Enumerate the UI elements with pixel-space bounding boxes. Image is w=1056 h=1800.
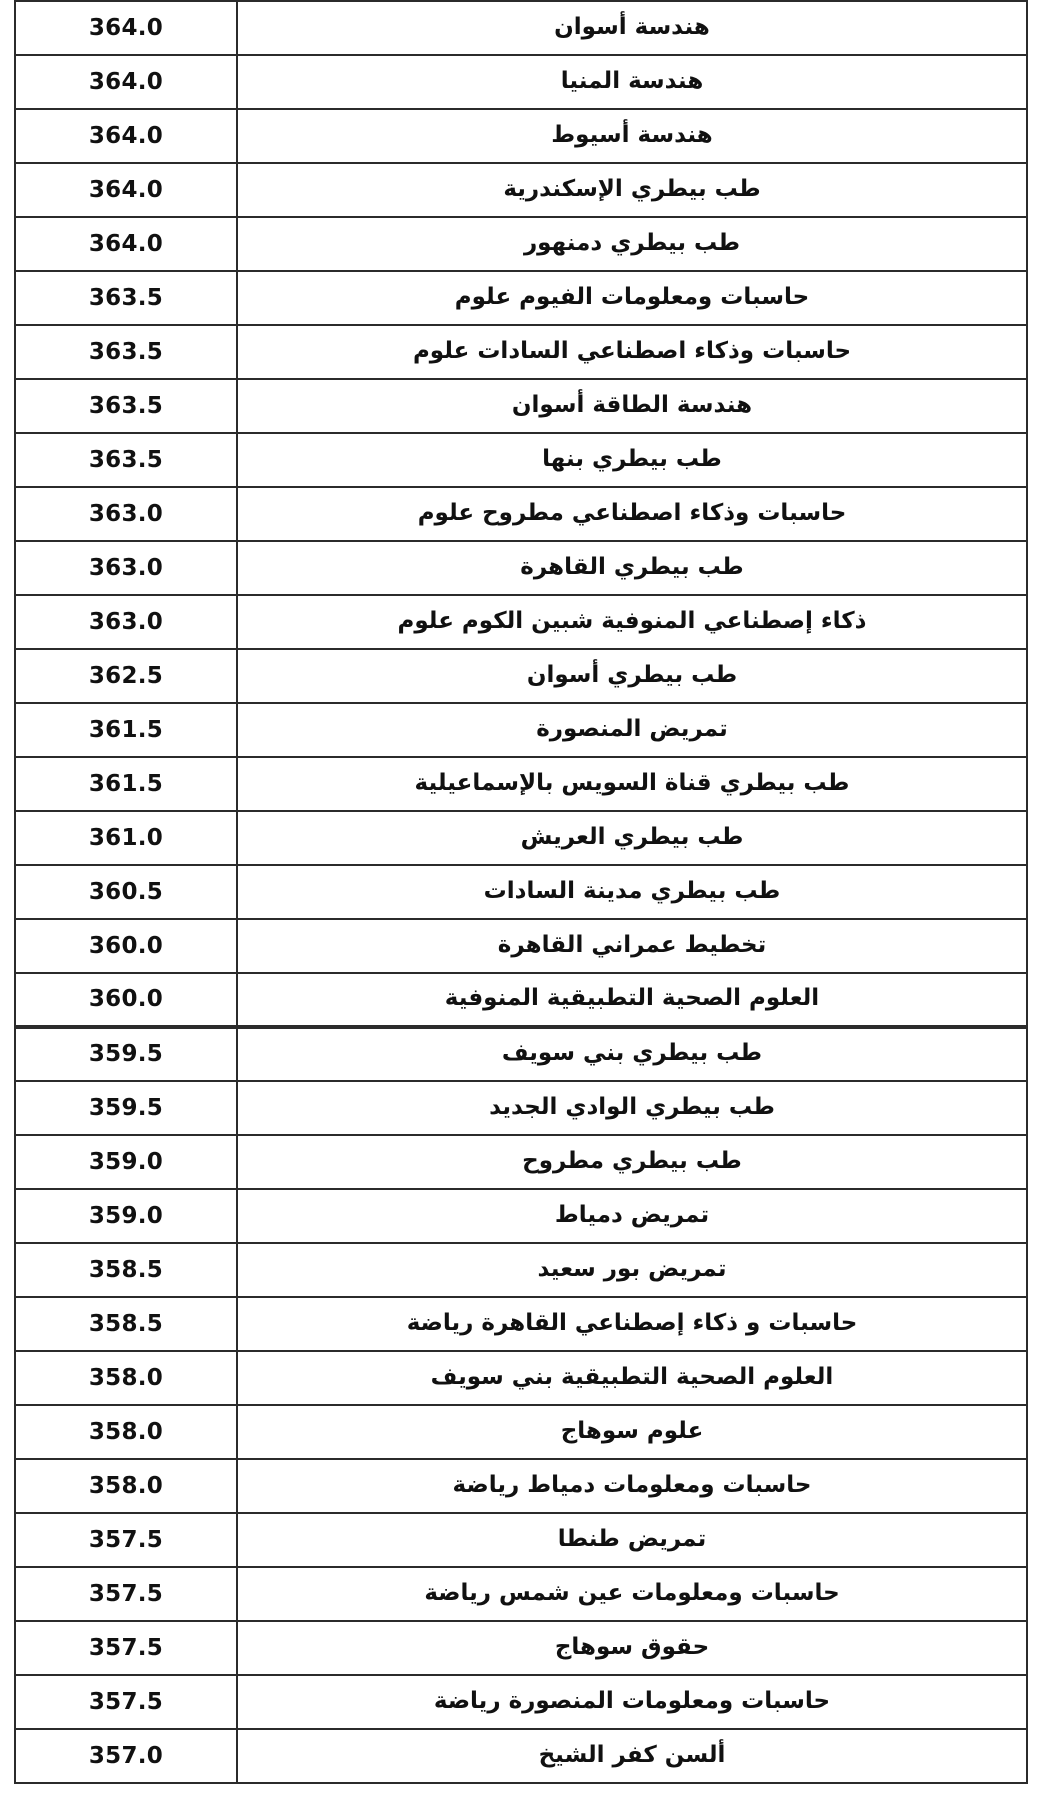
score-cell: 361.5	[15, 757, 237, 811]
faculty-name-cell: تخطيط عمراني القاهرة	[237, 919, 1027, 973]
faculty-name-cell: علوم سوهاج	[237, 1405, 1027, 1459]
score-cell: 363.5	[15, 379, 237, 433]
faculty-name-cell: حاسبات و ذكاء إصطناعي القاهرة رياضة	[237, 1297, 1027, 1351]
score-cell: 363.0	[15, 487, 237, 541]
score-cell: 360.0	[15, 919, 237, 973]
table-row	[15, 271, 1027, 325]
table-row	[15, 1621, 1027, 1675]
faculty-name-cell: تمريض طنطا	[237, 1513, 1027, 1567]
faculty-name-cell: طب بيطري مدينة السادات	[237, 865, 1027, 919]
faculty-name-cell: حاسبات وذكاء اصطناعي مطروح علوم	[237, 487, 1027, 541]
faculty-name-cell: حاسبات وذكاء اصطناعي السادات علوم	[237, 325, 1027, 379]
faculty-name-cell: هندسة المنيا	[237, 55, 1027, 109]
faculty-name-cell: طب بيطري العريش	[237, 811, 1027, 865]
grades-table	[14, 0, 1028, 1784]
faculty-name-cell: طب بيطري بنها	[237, 433, 1027, 487]
table-row	[15, 865, 1027, 919]
table-row	[15, 919, 1027, 973]
score-cell: 363.5	[15, 271, 237, 325]
table-row	[15, 217, 1027, 271]
faculty-name-cell: طب بيطري دمنهور	[237, 217, 1027, 271]
table-row	[15, 1459, 1027, 1513]
score-cell: 358.0	[15, 1351, 237, 1405]
faculty-name-cell: حاسبات ومعلومات المنصورة رياضة	[237, 1675, 1027, 1729]
score-cell: 360.0	[15, 973, 237, 1027]
faculty-name-cell: طب بيطري بني سويف	[237, 1027, 1027, 1081]
table-row	[15, 1729, 1027, 1783]
faculty-name-cell: طب بيطري مطروح	[237, 1135, 1027, 1189]
table-row	[15, 379, 1027, 433]
score-cell: 364.0	[15, 163, 237, 217]
score-cell: 361.5	[15, 703, 237, 757]
faculty-name-cell: هندسة أسيوط	[237, 109, 1027, 163]
score-cell: 363.0	[15, 595, 237, 649]
table-row	[15, 109, 1027, 163]
score-cell: 363.5	[15, 433, 237, 487]
table-row	[15, 163, 1027, 217]
table-row	[15, 1351, 1027, 1405]
faculty-name-cell: طب بيطري الإسكندرية	[237, 163, 1027, 217]
faculty-name-cell: هندسة أسوان	[237, 1, 1027, 55]
table-row	[15, 1567, 1027, 1621]
table-row	[15, 433, 1027, 487]
grades-table-body	[15, 1, 1027, 1783]
faculty-name-cell: طب بيطري أسوان	[237, 649, 1027, 703]
table-row	[15, 1135, 1027, 1189]
table-row	[15, 487, 1027, 541]
faculty-name-cell: طب بيطري القاهرة	[237, 541, 1027, 595]
faculty-name-cell: طب بيطري الوادي الجديد	[237, 1081, 1027, 1135]
faculty-name-cell: حاسبات ومعلومات عين شمس رياضة	[237, 1567, 1027, 1621]
score-cell: 359.0	[15, 1189, 237, 1243]
table-row	[15, 757, 1027, 811]
faculty-name-cell: حاسبات ومعلومات الفيوم علوم	[237, 271, 1027, 325]
table-row	[15, 1243, 1027, 1297]
table-row	[15, 325, 1027, 379]
score-cell: 359.0	[15, 1135, 237, 1189]
score-cell: 357.5	[15, 1513, 237, 1567]
faculty-name-cell: هندسة الطاقة أسوان	[237, 379, 1027, 433]
score-cell: 363.0	[15, 541, 237, 595]
table-row	[15, 1, 1027, 55]
score-cell: 358.0	[15, 1405, 237, 1459]
table-row	[15, 55, 1027, 109]
score-cell: 364.0	[15, 217, 237, 271]
score-cell: 359.5	[15, 1027, 237, 1081]
faculty-name-cell: حقوق سوهاج	[237, 1621, 1027, 1675]
table-row	[15, 1081, 1027, 1135]
table-row	[15, 1297, 1027, 1351]
score-cell: 360.5	[15, 865, 237, 919]
score-cell: 364.0	[15, 109, 237, 163]
score-cell: 357.5	[15, 1621, 237, 1675]
score-cell: 357.0	[15, 1729, 237, 1783]
faculty-name-cell: حاسبات ومعلومات دمياط رياضة	[237, 1459, 1027, 1513]
faculty-name-cell: تمريض دمياط	[237, 1189, 1027, 1243]
faculty-name-cell: طب بيطري قناة السويس بالإسماعيلية	[237, 757, 1027, 811]
table-row	[15, 595, 1027, 649]
score-cell: 358.0	[15, 1459, 237, 1513]
table-row	[15, 541, 1027, 595]
table-row	[15, 649, 1027, 703]
faculty-name-cell: تمريض بور سعيد	[237, 1243, 1027, 1297]
score-cell: 357.5	[15, 1675, 237, 1729]
table-row	[15, 1675, 1027, 1729]
table-row	[15, 1405, 1027, 1459]
score-cell: 359.5	[15, 1081, 237, 1135]
table-row	[15, 811, 1027, 865]
faculty-name-cell: ذكاء إصطناعي المنوفية شبين الكوم علوم	[237, 595, 1027, 649]
score-cell: 363.5	[15, 325, 237, 379]
score-cell: 364.0	[15, 55, 237, 109]
table-row	[15, 703, 1027, 757]
faculty-name-cell: تمريض المنصورة	[237, 703, 1027, 757]
score-cell: 358.5	[15, 1243, 237, 1297]
score-cell: 361.0	[15, 811, 237, 865]
score-cell: 357.5	[15, 1567, 237, 1621]
score-cell: 362.5	[15, 649, 237, 703]
faculty-name-cell: العلوم الصحية التطبيقية المنوفية	[237, 973, 1027, 1027]
table-row	[15, 1027, 1027, 1081]
faculty-name-cell: العلوم الصحية التطبيقية بني سويف	[237, 1351, 1027, 1405]
table-row	[15, 1189, 1027, 1243]
score-cell: 358.5	[15, 1297, 237, 1351]
score-cell: 364.0	[15, 1, 237, 55]
faculty-name-cell: ألسن كفر الشيخ	[237, 1729, 1027, 1783]
table-row	[15, 1513, 1027, 1567]
table-row	[15, 973, 1027, 1027]
